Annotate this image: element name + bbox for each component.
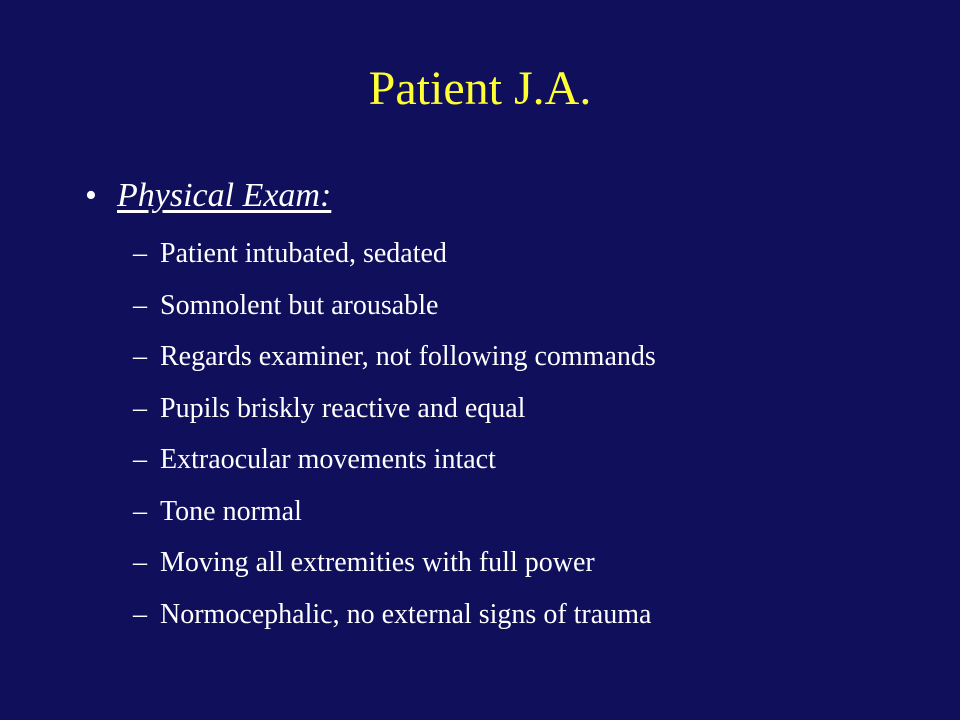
list-item bbox=[133, 280, 656, 332]
dash-icon: – bbox=[133, 238, 147, 269]
item-text: Moving all extremities with full power bbox=[160, 547, 595, 578]
item-text: Regards examiner, not following commands bbox=[160, 341, 656, 372]
dash-icon: – bbox=[133, 341, 147, 372]
item-text: Extraocular movements intact bbox=[160, 444, 496, 475]
dash-icon: – bbox=[133, 495, 147, 527]
bullet-icon: • bbox=[85, 177, 97, 214]
dash-icon: – bbox=[133, 444, 147, 475]
list-item bbox=[133, 537, 656, 589]
bullet-physical-exam bbox=[85, 174, 331, 218]
item-text: Normocephalic, no external signs of trauma bbox=[160, 598, 652, 630]
list-item bbox=[133, 228, 656, 280]
list-item bbox=[133, 331, 656, 383]
list-item bbox=[133, 434, 656, 486]
dash-icon: – bbox=[133, 289, 147, 321]
item-text: Pupils briskly reactive and equal bbox=[160, 392, 526, 424]
item-text: Tone normal bbox=[160, 495, 302, 527]
list-item bbox=[133, 589, 656, 641]
list-item bbox=[133, 383, 656, 435]
dash-icon: – bbox=[133, 547, 147, 578]
dash-icon: – bbox=[133, 598, 147, 630]
item-text: Somnolent but arousable bbox=[160, 289, 439, 321]
list-item bbox=[133, 486, 656, 538]
section-heading: Physical Exam: bbox=[117, 177, 332, 214]
exam-findings-list bbox=[133, 228, 656, 640]
dash-icon: – bbox=[133, 392, 147, 424]
item-text: Patient intubated, sedated bbox=[160, 238, 447, 269]
slide-title: Patient J.A. bbox=[368, 62, 592, 115]
